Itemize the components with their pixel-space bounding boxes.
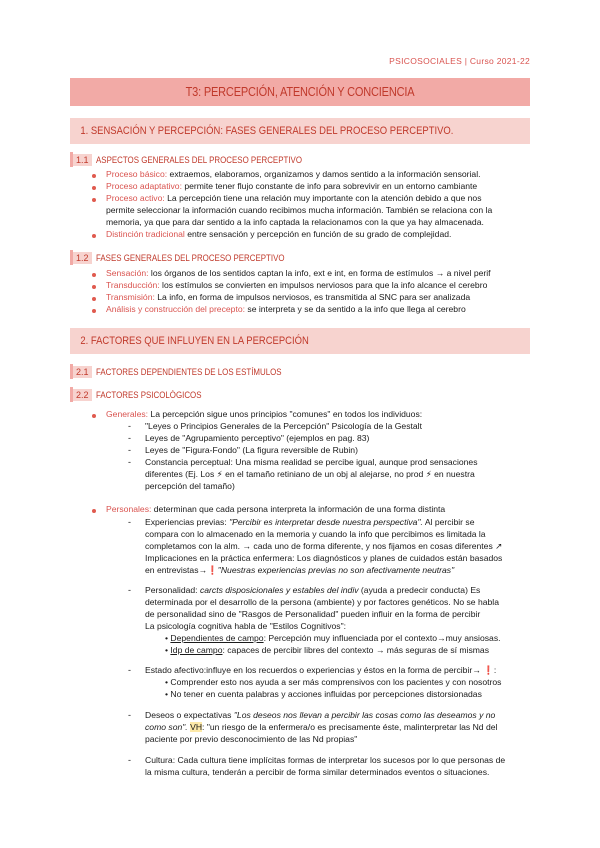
list-item: Proceso adaptativo: permite tener flujo constante de info para sobrevivir en un entorno cambiante [106,181,478,191]
course-header: PSICOSOCIALES | Curso 2021-22 [389,56,530,66]
subsection-label: FACTORES DEPENDIENTES DE LOS ESTÍMULOS [95,366,282,377]
subsection-label: FASES GENERALES DEL PROCESO PERCEPTIVO [95,252,285,263]
dash-icon: - [128,433,131,443]
list-item: Transmisión: La info, en forma de impulsos nerviosos, es transmitida al SNC para ser analizada [106,292,471,302]
list-subitem-cont: determinada por el desarrollo de la persona (ambiente) y por factores genéticos. No se habla [145,597,499,607]
list-subitem-cont: como son". VH: "un riesgo de la enfermera/o es precisamente éste, malinterpretar las Nd del [145,722,498,732]
section-1-heading [70,118,530,144]
subsection-number: 1.2 [73,252,92,264]
bullet-icon [92,234,96,238]
list-subitem: Constancia perceptual: Una misma realidad se percibe igual, aunque prod sensaciones [145,457,478,467]
subsection-1-2 [70,250,533,265]
bullet-icon [92,297,96,301]
bullet-icon [92,186,96,190]
list-subsubitem: • Idp de campo: capaces de percibir libres del contexto → más seguras de sí mismas [165,645,490,655]
list-subitem-cont: diferentes (Ej. Los ⚡ en el tamaño retiniano de un obj al alejarse, no prod ⚡ en nuestra [145,469,475,479]
subsection-1-1 [70,152,533,167]
list-subitem-cont: Implicaciones en la práctica enfermera: Los diagnósticos y planes de cuidados están basados [145,553,503,563]
list-subitem-cont: en entrevistas→❗"Nuestras experiencias previas no son afectivamente neutras" [145,565,455,575]
list-item: Personales: determinan que cada persona interpreta la información de una forma distinta [106,504,446,514]
list-item-cont: permite seleccionar la información cuando recibimos mucha información. También se relaciona con la [106,205,493,215]
list-subsubitem: • No tener en cuenta palabras y acciones influidas por percepciones distorsionadas [165,689,482,699]
subsection-label: FACTORES PSICOLÓGICOS [95,389,202,400]
list-subitem-cont: completamos con la alm. → cada uno de forma diferente, y nos fijamos en cosas diferentes ↗ [145,541,503,551]
list-item: Distinción tradicional entre sensación y percepción en función de su grado de complejidad. [106,229,452,239]
bullet-icon [92,309,96,313]
subsection-label: ASPECTOS GENERALES DEL PROCESO PERCEPTIVO [95,154,302,165]
list-item: Proceso básico: extraemos, elaboramos, organizamos y damos sentido a la información sensorial. [106,169,481,179]
subsection-2-2 [70,387,533,402]
list-subitem-cont: compara con lo almacenado en la memoria y cuando la info que percibimos es limitada la [145,529,486,539]
list-subitem: Cultura: Cada cultura tiene implícitas formas de interpretar los sucesos por lo que personas de [145,755,506,765]
subsection-number: 2.1 [73,366,92,378]
dash-icon: - [128,445,131,455]
dash-icon: - [128,755,131,765]
list-subitem-cont: La psicología cognitiva habla de "Estilos Cognitivos": [145,621,347,631]
list-subitem: Leyes de "Agrupamiento perceptivo" (ejemplos en pag. 83) [145,433,370,443]
list-subitem-cont: la misma cultura, tenderán a percibir de forma similar determinados eventos o situaciones. [145,767,490,777]
list-item-cont: memoria, ya que para dar sentido a la info captada la relacionamos con la que ya hay almacenada. [106,217,484,227]
bullet-icon [92,285,96,289]
list-item: Sensación: los órganos de los sentidos captan la info, ext e int, en forma de estímulos → a nivel perif [106,268,491,278]
list-item: Transducción: los estímulos se convierten en impulsos nerviosos para que la info alcance el cerebro [106,280,488,290]
bullet-icon [92,509,96,513]
list-subsubitem: • Comprender esto nos ayuda a ser más comprensivos con los pacientes y con nosotros [165,677,502,687]
list-subitem: Deseos o expectativas "Los deseos nos llevan a percibir las cosas como las deseamos y no [145,710,496,720]
bullet-icon [92,273,96,277]
list-subitem: Experiencias previas: "Percibir es interpretar desde nuestra perspectiva". Al percibir se [145,517,475,527]
bullet-icon [92,414,96,418]
subsection-2-1 [70,364,533,379]
list-subitem: Estado afectivo:influye en los recuerdos o experiencias y éstos en la forma de percibir→ ❗: [145,665,497,675]
bullet-icon [92,174,96,178]
list-item: Proceso activo: La percepción tiene una relación muy importante con la atención debido a que nos [106,193,482,203]
section-2-heading [70,328,530,354]
list-subitem-cont: de personalidad sino de "Rasgos de Personalidad" pueden influir en la forma de percibir [145,609,481,619]
page-title: T3: PERCEPCIÓN, ATENCIÓN Y CONCIENCIA [185,85,415,99]
list-item: Generales: La percepción sigue unos principios "comunes" en todos los individuos: [106,409,423,419]
list-subsubitem: • Dependientes de campo: Percepción muy influenciada por el contexto→muy ansiosas. [165,633,501,643]
subsection-number: 2.2 [73,389,92,401]
list-item: Análisis y construcción del precepto: se interpreta y se da sentido a la info que llega al cerebro [106,304,466,314]
bullet-icon [92,198,96,202]
list-subitem-cont: paciente por previo desconocimiento de las Nd propias" [145,734,358,744]
section-1-title: 1. SENSACIÓN Y PERCEPCIÓN: FASES GENERALES DEL PROCESO PERCEPTIVO. [80,125,454,137]
dash-icon: - [128,710,131,720]
section-2-title: 2. FACTORES QUE INFLUYEN EN LA PERCEPCIÓN [80,335,309,347]
list-subitem: "Leyes o Principios Generales de la Percepción" Psicología de la Gestalt [145,421,422,431]
dash-icon: - [128,421,131,431]
list-subitem: Personalidad: carcts disposicionales y estables del indiv (ayuda a predecir conducta) Es [145,585,481,595]
dash-icon: - [128,457,131,467]
dash-icon: - [128,585,131,595]
page-title-band [70,78,530,106]
list-subitem-cont: percepción del tamaño) [145,481,235,491]
dash-icon: - [128,517,131,527]
list-subitem: Leyes de "Figura-Fondo" (La figura reversible de Rubin) [145,445,358,455]
dash-icon: - [128,665,131,675]
subsection-number: 1.1 [73,154,92,166]
